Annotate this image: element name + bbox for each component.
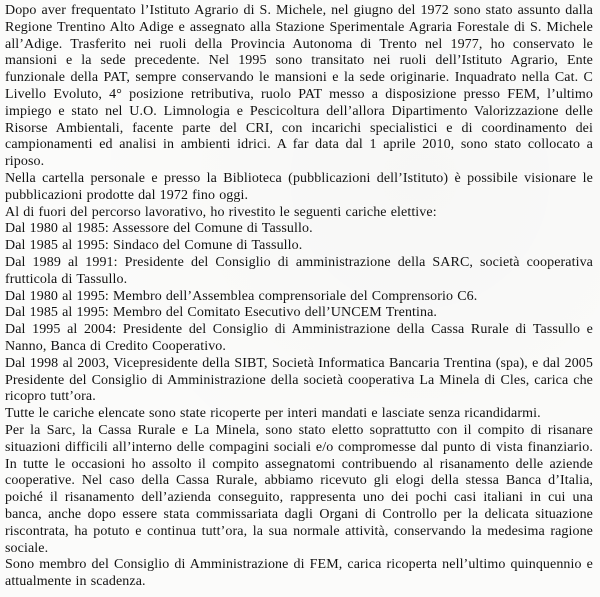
para-fem-board-membership: Sono membro del Consiglio di Amministrazione di FEM, carica ricoperta nell’ultimo quinquennio e attualmente in scadenza. (5, 557, 593, 590)
office-1995-2004-cassa-rurale: Dal 1995 al 2004: Presidente del Consiglio di Amministrazione della Cassa Rurale di Tassullo e Nanno, Banca di Credito Cooperativo. (5, 322, 593, 354)
office-1989-1991-sarc: Dal 1989 al 1991: Presidente del Consiglio di amministrazione della SARC, società cooperativa frutticola di Tassullo. (5, 254, 593, 287)
office-1985-1995-uncem: Dal 1985 al 1995: Membro del Comitato Esecutivo dell’UNCEM Trentina. (5, 305, 438, 321)
office-1985-1995-sindaco: Dal 1985 al 1995: Sindaco del Comune di Tassullo. (5, 238, 303, 254)
office-1980-1995-comprensorio-c6: Dal 1980 al 1995: Membro dell’Assemblea comprensoriale del Comprensorio C6. (5, 288, 478, 304)
para-risanamento-aziende: Per la Sarc, la Cassa Rurale e La Minela, sono stato eletto soprattutto con il compito di risanare situazioni difficili all’interno delle compagini sociali e/o compromesse dal punto di vista finanziario. In tutte le occasioni ho assolto il compito assegnatomi contribuendo al risanamento delle aziende cooperative. Nel caso della Cassa Rurale, abbiamo ricevuto gli elogi della stessa Banca d’Italia, poiché il risanamento dell’azienda conseguito, rappresenta uno dei pochi casi italiani in cui una banca, anche dopo essere stata commissariata dagli Organi di Controllo per la delicata situazione riscontrata, ha potuto e continua tutt’ora, la sua normale attività, conservando la medesima ragione sociale. (5, 422, 593, 556)
para-career-history: Dopo aver frequentato l’Istituto Agrario di S. Michele, nel giugno del 1972 sono stato assunto dalla Regione Trentino Alto Adige e assegnato alla Stazione Sperimentale Agraria Forestale di S. Michele all’Adige. Trasferito nei ruoli della Provincia Autonoma di Trento nel 1977, ho conservato le mansioni e la sede precedente. Nel 1995 sono transitato nei ruoli dell’Istituto Agrario, Ente funzionale della PAT, sempre conservando le mansioni e la sede originarie. Inquadrato nella Cat. C Livello Evoluto, 4° posizione retributiva, ruolo PAT messo a disposizione presso FEM, l’ultimo impiego e stato nel U.O. Limnologia e Pescicoltura dell’allora Dipartimento Valorizzazione delle Risorse Ambientali, facente parte del CRI, con incarichi specialistici e di coordinamento dei campionamenti ed analisi in ambienti idrici. A far data dal 1 aprile 2010, sono stato collocato a riposo. (5, 3, 593, 170)
para-elective-offices-intro: Al di fuori del percorso lavorativo, ho rivestito le seguenti cariche elettive: (5, 204, 437, 220)
para-mandates-note: Tutte le cariche elencate sono state ricoperte per interi mandati e lasciate senza ricandidarmi. (5, 406, 541, 422)
para-publications-note: Nella cartella personale e presso la Biblioteca (pubblicazioni dell’Istituto) è possibile visionare le pubblicazioni prodotte dal 1972 fino oggi. (5, 170, 593, 203)
office-1998-2003-sibt-la-minela: Dal 1998 al 2003, Vicepresidente della SIBT, Società Informatica Bancaria Trentina (spa), e dal 2005 Presidente del Consiglio di Amministrazione della società cooperativa La Minela di Cles, carica che ricopro tutt’ora. (5, 355, 593, 405)
document-body-text (5, 3, 593, 591)
office-1980-1985-assessore: Dal 1980 al 1985: Assessore del Comune di Tassullo. (5, 221, 313, 237)
